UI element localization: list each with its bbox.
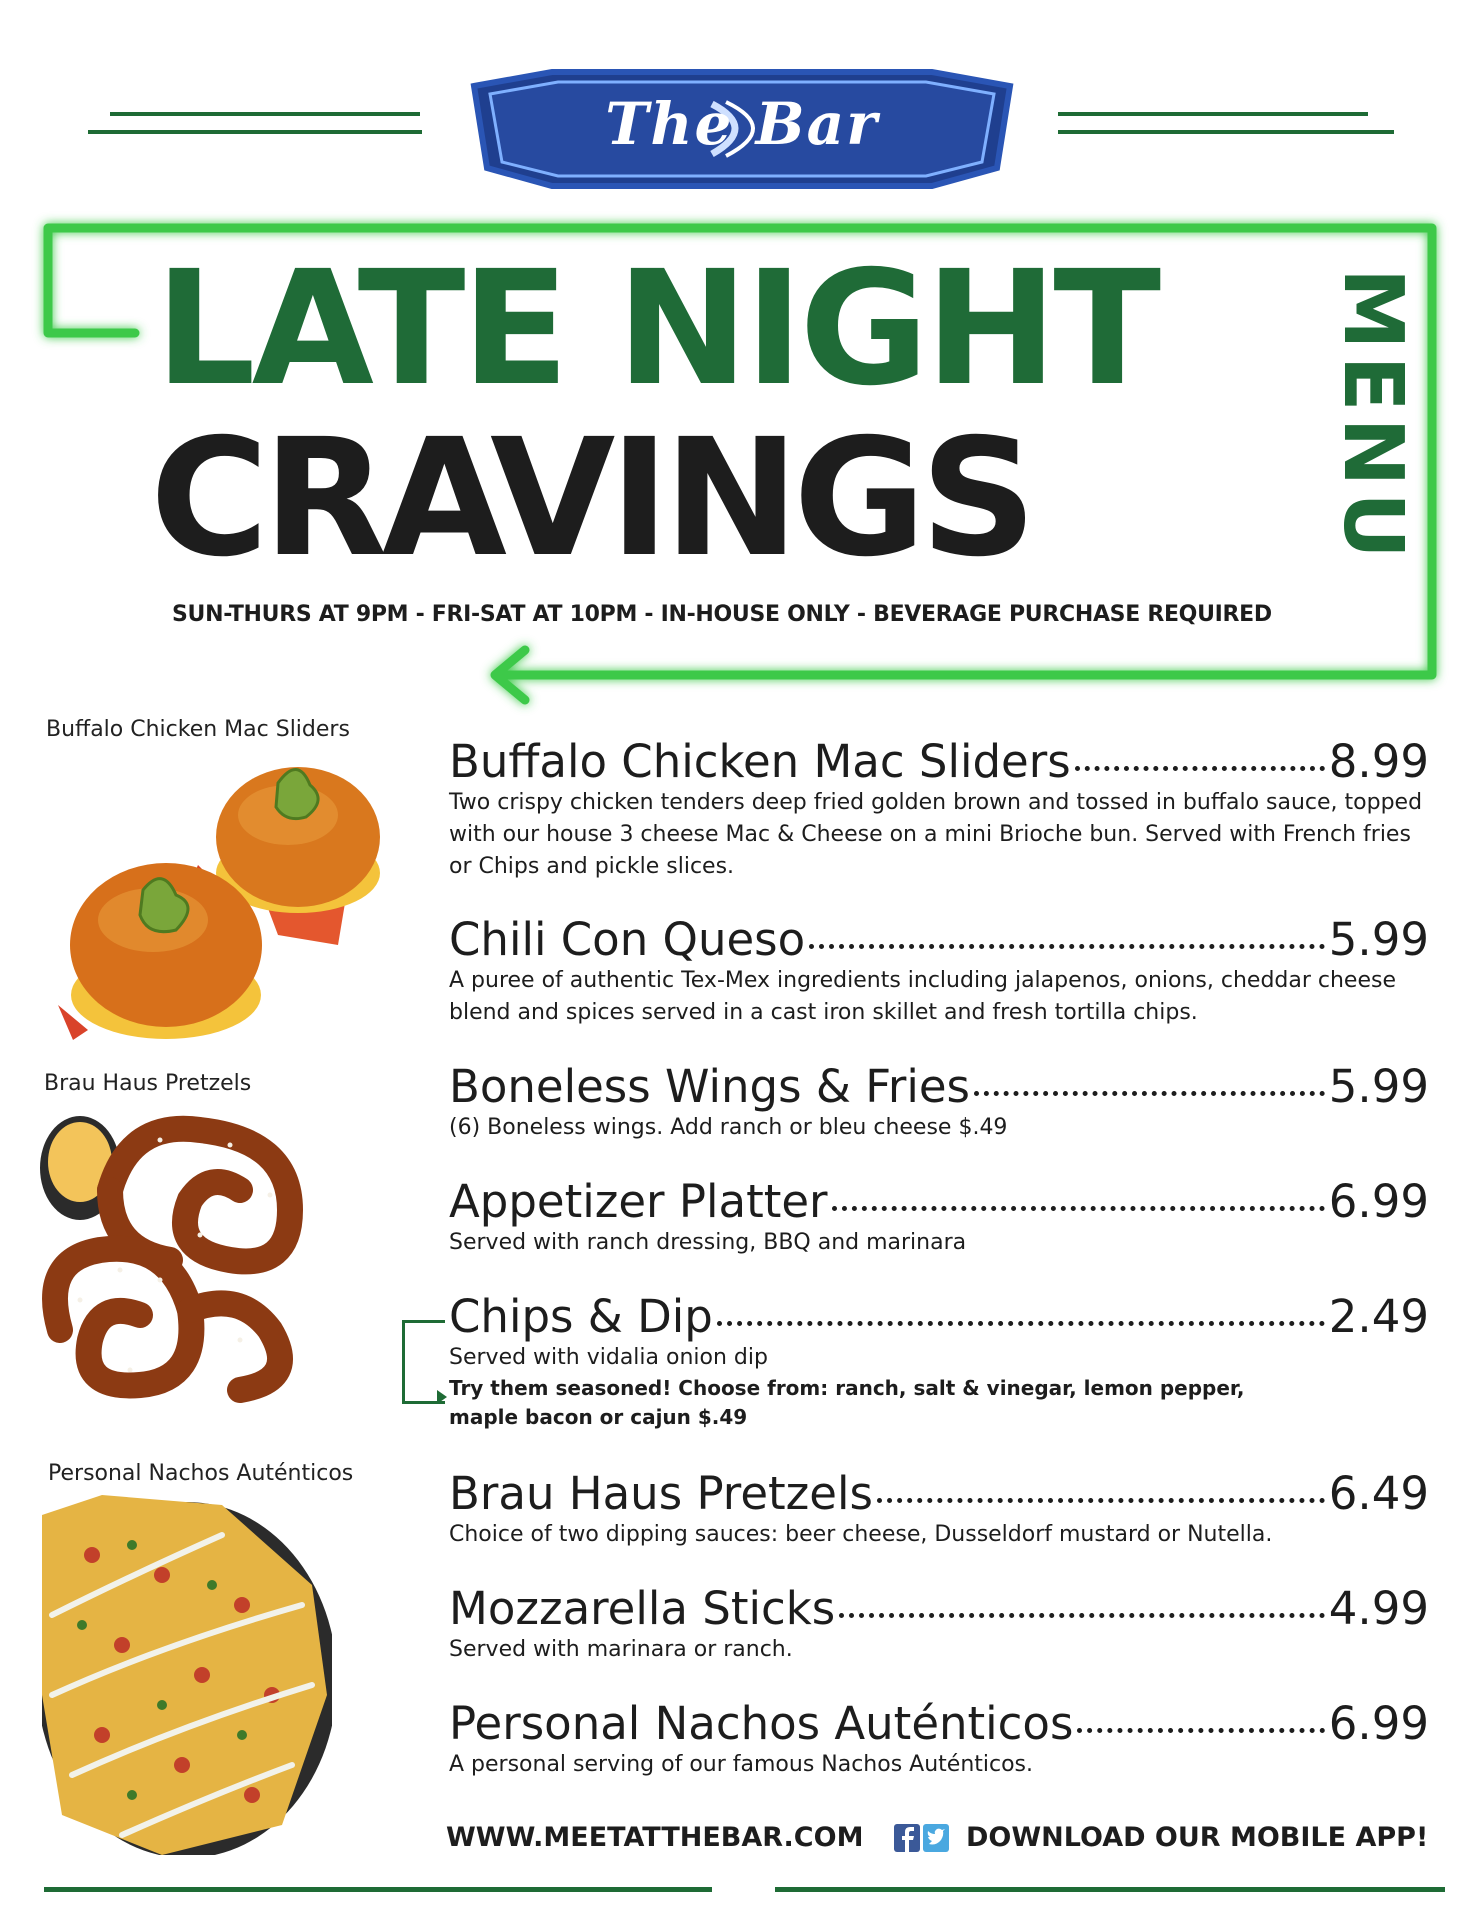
leader-dots (809, 944, 1325, 949)
social-icons (894, 1822, 950, 1854)
item-description: Served with marinara or ranch. (449, 1637, 793, 1663)
facebook-icon[interactable] (894, 1824, 920, 1852)
menu-item-boneless-wings (449, 1060, 1429, 1144)
vertical-menu-text: MENU (1325, 268, 1420, 565)
item-name: Brau Haus Pretzels (449, 1467, 873, 1520)
headline-late-night: LATE NIGHT (155, 237, 1158, 421)
service-hours: SUN-THURS AT 9PM - FRI-SAT AT 10PM - IN-HOUSE ONLY - BEVERAGE PURCHASE REQUIRED (172, 602, 1272, 627)
twitter-icon[interactable] (923, 1824, 949, 1852)
menu-item-mozzarella-sticks (449, 1582, 1429, 1666)
menu-item-chili-con-queso (449, 913, 1429, 1029)
logo-text: The Bar (605, 90, 879, 158)
item-name: Appetizer Platter (449, 1175, 828, 1228)
mobile-app-cta[interactable]: DOWNLOAD OUR MOBILE APP! (966, 1822, 1429, 1853)
leader-dots (877, 1498, 1325, 1503)
item-name: Buffalo Chicken Mac Sliders (449, 735, 1071, 788)
vertical-menu-label (1312, 268, 1432, 588)
menu-item-chips-dip (449, 1290, 1429, 1432)
nachos-photo (42, 1495, 332, 1855)
leader-dots (974, 1091, 1325, 1096)
photo-caption-nachos: Personal Nachos Auténticos (48, 1461, 354, 1486)
item-description: A puree of authentic Tex-Mex ingredients including jalapenos, onions, cheddar cheese blend and spices served in a cast iron skillet and fresh tortilla chips. (449, 968, 1396, 1026)
sliders-photo (48, 745, 418, 1045)
menu-item-appetizer-platter (449, 1175, 1429, 1259)
item-name: Boneless Wings & Fries (449, 1060, 970, 1113)
item-description: A personal serving of our famous Nachos Auténticos. (449, 1752, 1034, 1778)
item-price: 6.49 (1328, 1467, 1429, 1520)
item-price: 6.99 (1328, 1175, 1429, 1228)
item-description: Choice of two dipping sauces: beer cheese, Dusseldorf mustard or Nutella. (449, 1522, 1273, 1548)
pretzels-photo (40, 1100, 340, 1410)
bottom-rule-right (775, 1887, 1445, 1892)
seasoning-note: Try them seasoned! Choose from: ranch, salt & vinegar, lemon pepper, maple bacon or cajun $.49 (449, 1376, 1245, 1430)
seasoning-arrow (437, 1390, 447, 1404)
item-description: (6) Boneless wings. Add ranch or bleu cheese $.49 (449, 1115, 1008, 1141)
menu-item-personal-nachos (449, 1697, 1429, 1781)
item-name: Personal Nachos Auténticos (449, 1697, 1074, 1750)
leader-dots (832, 1206, 1325, 1211)
photo-caption-sliders: Buffalo Chicken Mac Sliders (46, 717, 350, 742)
leader-dots (1077, 1728, 1324, 1733)
item-price: 6.99 (1328, 1697, 1429, 1750)
headline-cravings: CRAVINGS (150, 405, 1031, 593)
leader-dots (1075, 766, 1325, 771)
leader-dots (717, 1321, 1325, 1326)
item-description: Served with ranch dressing, BBQ and marinara (449, 1230, 967, 1256)
item-price: 5.99 (1328, 913, 1429, 966)
item-price: 4.99 (1328, 1582, 1429, 1635)
item-name: Chips & Dip (449, 1290, 713, 1343)
item-name: Chili Con Queso (449, 913, 806, 966)
item-name: Mozzarella Sticks (449, 1582, 836, 1635)
menu-item-brau-haus-pretzels (449, 1467, 1429, 1551)
item-price: 2.49 (1328, 1290, 1429, 1343)
item-price: 8.99 (1328, 735, 1429, 788)
menu-item-buffalo-sliders (449, 735, 1429, 883)
photo-caption-pretzels: Brau Haus Pretzels (44, 1071, 252, 1096)
item-price: 5.99 (1328, 1060, 1429, 1113)
item-description: Two crispy chicken tenders deep fried golden brown and tossed in buffalo sauce, topped with our house 3 cheese Mac & Cheese on a mini Brioche bun. Served with French fries or Chips and pickle slices. (449, 790, 1423, 880)
bottom-rule-left (44, 1887, 712, 1892)
website-link[interactable]: WWW.MEETATTHEBAR.COM (446, 1822, 864, 1853)
item-description: Served with vidalia onion dip (449, 1345, 768, 1371)
leader-dots (839, 1613, 1325, 1618)
